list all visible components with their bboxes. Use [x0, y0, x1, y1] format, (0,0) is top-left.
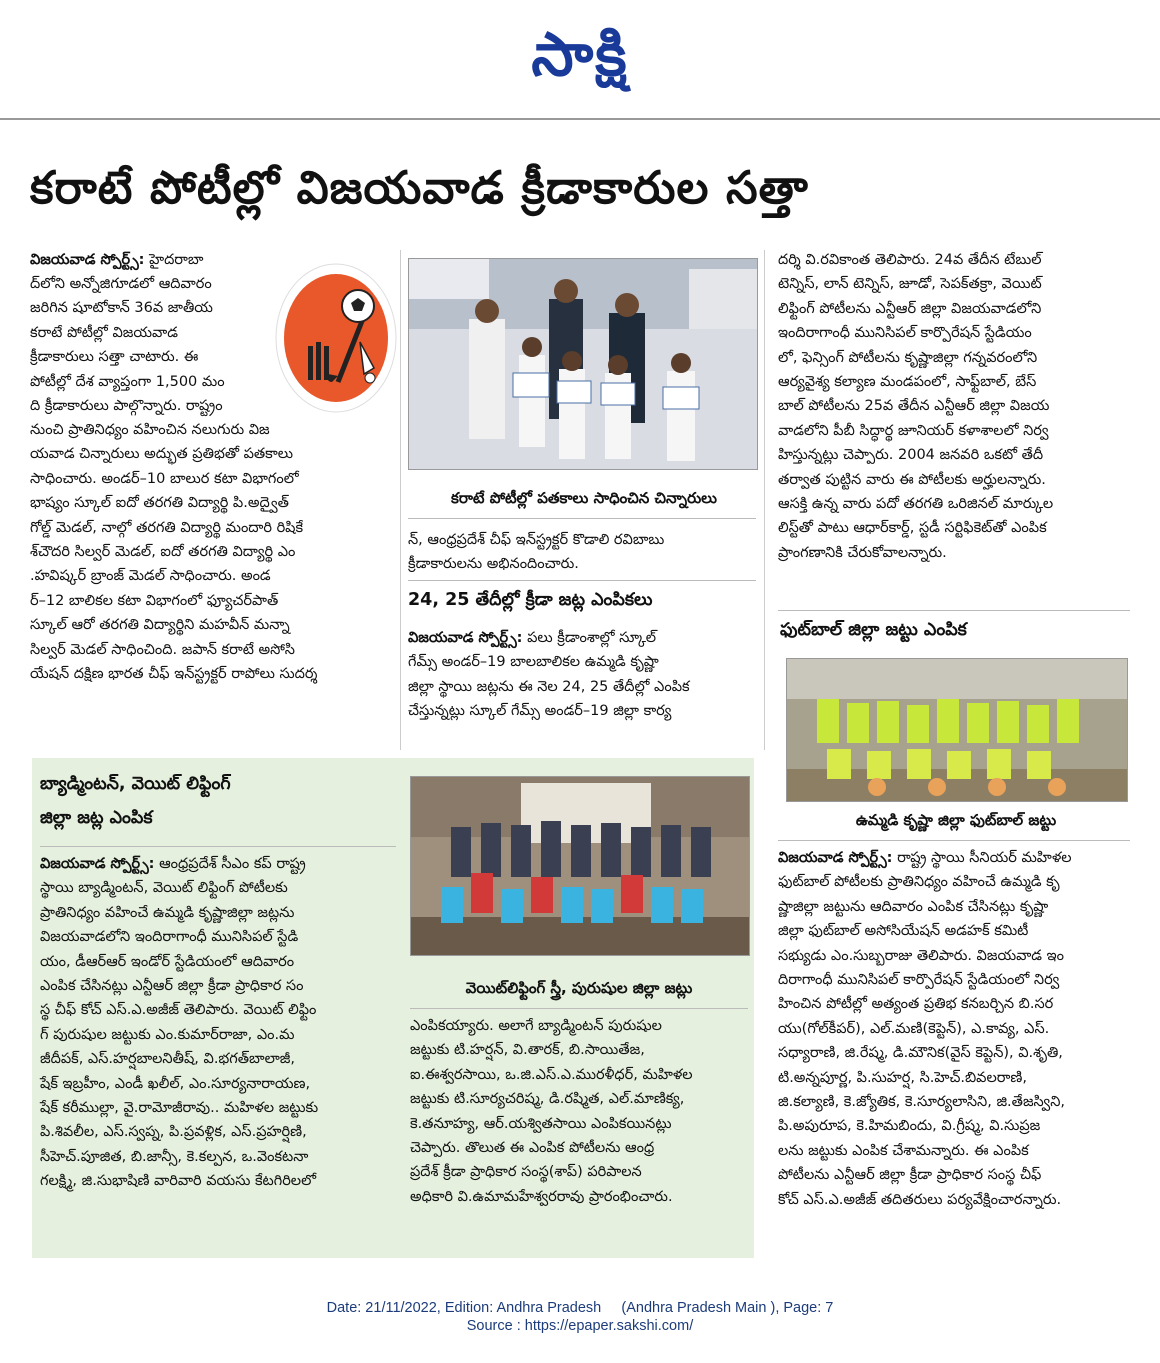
article3-line: విజయవాడలోని ఇందిరాగాంధీ మునిసిపల్ స్టేడి	[40, 929, 299, 946]
article1-dateline: విజయవాడ స్పోర్ట్స్:	[30, 252, 145, 268]
article4-dateline: విజయవాడ స్పోర్ట్స్:	[778, 850, 893, 866]
article2-continued-line: ఆసక్తి ఉన్న వారు పదో తరగతి ఒరిజినల్ మార్కుల	[778, 496, 1054, 513]
article1-line: సాధించారు. అండర్–10 బాలుర కటా విభాగంలో	[30, 470, 299, 487]
caption-divider	[408, 518, 756, 519]
article2-continued-line: లిస్ట్‌తో పాటు ఆధార్‌కార్డ్, స్టడీ సర్టిఫికెట్‌తో ఎంపిక	[778, 520, 1047, 537]
article2-continued-line: లో, ఫెన్సింగ్ పోటీలను కృష్ణాజిల్లా గన్నవరంలోని	[778, 349, 1038, 366]
article1-line: శ్‌చౌదరి సిల్వర్ మెడల్, ఐదో తరగతి విద్యార్థి ఎం	[30, 544, 296, 561]
article3-continued-line: అధికారి వి.ఉమామహేశ్వరరావు ప్రారంభించారు.	[410, 1188, 673, 1205]
article1-line: భాష్యం స్కూల్ ఐదో తరగతి విద్యార్థి పి.అద్వైత్	[30, 495, 289, 512]
article1-line: నుంచి ప్రాతినిధ్యం వహించిన నలుగురు విజ	[30, 422, 270, 438]
article3-line: యం, డీఆర్ఆర్ ఇండోర్ స్టేడియంలో ఆదివారం	[40, 953, 295, 970]
article4-line: సభ్యుడు ఎం.సుబ్బరాజు తెలిపారు. విజయవాడ ఇం	[778, 947, 1064, 964]
article4-line: టి.అన్నపూర్ణ, పి.సుహర్ష, సి.హెచ్.బివలరాణి,	[778, 1069, 1027, 1086]
article1-line: పోటీల్లో దేశ వ్యాప్తంగా 1,500 మం	[30, 373, 225, 390]
column-divider	[400, 250, 401, 750]
article1-continued-line: న్, ఆంధ్రప్రదేశ్ చీఫ్ ఇన్‌స్ట్రక్టర్ కొడాలి రవిబాబు	[408, 532, 665, 548]
article3-continued-line: ఎంపికయ్యారు. అలాగే బ్యాడ్మింటన్ పురుషుల	[410, 1018, 662, 1034]
article2-line: గేమ్స్ అండర్–19 బాలబాలికల ఉమ్మడి కృష్ణా	[408, 654, 659, 671]
article3-dateline: విజయవాడ స్పోర్ట్స్:	[40, 856, 155, 872]
article1-line: స్కూల్ ఆరో తరగతి విద్యార్థిని మహవీన్ మన్నా	[30, 617, 290, 634]
article3-continued-line: చెప్పారు. తొలుత ఈ ఎంపిక పోటీలను ఆంధ్ర	[410, 1140, 655, 1157]
article2-line: జిల్లా స్థాయి జట్లను ఈ నెల 24, 25 తేదీల్లో ఎంపిక	[408, 678, 690, 695]
article4-line: జిల్లా ఫుట్‌బాల్ అసోసియేషన్ అడహక్ కమిటీ	[778, 923, 1029, 940]
football-photo	[786, 658, 1128, 802]
article1-continued	[408, 528, 756, 577]
article2-continued-line: బాల్ పోటీలను 25వ తేదీన ఎన్టీఆర్ జిల్లా విజయ	[778, 398, 1050, 415]
article1-body-narrow	[30, 272, 262, 418]
article3-continued-line: ఐ.ఈశ్వరసాయి, ఒ.జి.ఎస్.ఎ.మురళీధర్, మహిళల	[410, 1066, 693, 1083]
caption-divider	[778, 840, 1130, 841]
article2-line: పలు క్రీడాంశాల్లో స్కూల్	[527, 630, 657, 646]
sports-emblem-icon	[272, 258, 400, 418]
article3-continued-line: జట్టుకు టి.హర్షన్, వి.తారక్, బి.సాయితేజ,	[410, 1042, 645, 1059]
article1-line: ది క్రీడాకారులు పాల్గొన్నారు. రాష్ట్రం	[30, 398, 223, 415]
article3-line: షేక్ ఇబ్రహీం, ఎండీ ఖలీల్, ఎం.సూర్యనారాయణ,	[40, 1075, 311, 1092]
article3-continued-line: ప్రదేశ్ క్రీడా ప్రాధికార సంస్థ(శాప్) పరిపాలన	[410, 1164, 642, 1181]
article2-body	[408, 626, 756, 724]
subhead-divider	[40, 846, 396, 847]
article3-line: స్థాయి బ్యాడ్మింటన్, వెయిట్ లిఫ్టింగ్ పోటీలకు	[40, 880, 288, 897]
weightlifting-photo-image	[411, 777, 749, 955]
article4-line: జి.కల్యాణి, కె.జ్యోతిక, కె.సూర్యలాసిని, జి.తేజస్విని,	[778, 1094, 1065, 1111]
footer-date-line: Date: 21/11/2022, Edition: Andhra Pradesh (Andhra Pradesh Main ), Page: 7	[326, 1300, 834, 1316]
article2-continued	[778, 248, 1130, 565]
article3-line: ఆంధ్రప్రదేశ్ సీఎం కప్ రాష్ట్ర	[159, 856, 306, 872]
article3-line: సీహెచ్.పూజిత, బి.జాన్సీ, కె.కల్పన, ఒ.వెంకటనా	[40, 1148, 309, 1165]
article1-line: ద్‌లోని అన్నోజిగూడలో ఆదివారం	[30, 276, 212, 292]
article2-continued-line: దర్శి వి.రవికాంత తెలిపారు. 24వ తేదీన టేబుల్	[778, 252, 1042, 268]
column-divider	[764, 250, 765, 750]
article3-line: జీదీపక్, ఎస్.హర్షబాలనితీష్, వి.భగత్‌బాలాజీ,	[40, 1051, 295, 1068]
article2-subhead: 24, 25 తేదీల్లో క్రీడా జట్ల ఎంపికలు	[408, 590, 653, 610]
footer-source-line: Source : https://epaper.sakshi.com/	[466, 1318, 694, 1334]
page-footer	[0, 1300, 1160, 1334]
article2-continued-line: ప్రాంగణానికి చేరుకోవాలన్నారు.	[778, 544, 947, 561]
article4-line: కోచ్ ఎస్.ఎ.అజీజ్ తదితరులు పర్యవేక్షించారన్నారు.	[778, 1191, 1062, 1208]
karate-photo-caption: కరాటే పోటీల్లో పతకాలు సాధించిన చిన్నారులు	[451, 489, 717, 507]
article1-body-wide	[30, 418, 388, 686]
article3-line: గ్ పురుషుల జట్టుకు ఎం.కుమార్‌రాజా, ఎం.మ	[40, 1026, 295, 1043]
article1-lead	[30, 248, 298, 272]
article4-line: పోటీలను ఎన్టీఆర్ జిల్లా క్రీడా ప్రాధికార సంస్థ చీఫ్	[778, 1167, 1042, 1184]
article2-continued-line: ఆర్యవైశ్య కల్యాణ మండపంలో, సాఫ్ట్‌బాల్, బేస్	[778, 374, 1037, 391]
article3-continued-line: కె.తనూహ్య, ఆర్.యశ్వితసాయి ఎంపికయినట్లు	[410, 1115, 672, 1132]
weightlifting-photo-caption: వెయిట్‌లిఫ్టింగ్ స్త్రీ, పురుషుల జిల్లా జట్లు	[465, 979, 693, 997]
article3-line: స్థ చీఫ్ కోచ్ ఎస్.ఎ.అజీజ్ తెలిపారు. వెయిట్ లిఫ్టిం	[40, 1002, 317, 1019]
article3-line: షేక్ కరీముల్లా, వై.రామోజీరావు.. మహిళల జట్టుకు	[40, 1100, 319, 1117]
article1-first-words: హైదరాబా	[149, 252, 204, 268]
article3-line: గలక్ష్మి, జి.సుభాషిణి వారివారి వయసు కేటగిరిలలో	[40, 1173, 317, 1190]
article1-line: సిల్వర్ మెడల్ సాధించింది. జపాన్ కరాటే అసోసి	[30, 641, 295, 658]
karate-photo	[408, 258, 758, 470]
masthead-divider	[0, 118, 1160, 120]
section-divider	[408, 580, 756, 581]
article1-line: జరిగిన షూటోకాన్ 36వ జాతీయ	[30, 300, 213, 317]
football-photo-caption: ఉమ్మడి కృష్ణా జిల్లా ఫుట్‌బాల్ జట్టు	[855, 811, 1057, 829]
article4-line: లను జట్టుకు ఎంపిక చేశామన్నారు. ఈ ఎంపిక	[778, 1142, 1029, 1159]
article3-subhead	[40, 770, 400, 832]
article4-body	[778, 846, 1130, 1212]
article4-line: సధ్యారాణి, జి.రేష్మ, డి.మౌనిక(వైస్ కెప్టెన్), వి.శృతి,	[778, 1045, 1063, 1062]
article4-line: యు(గోల్‌కీపర్), ఎల్.మణి(కెప్టెన్), ఎ.కావ్య, ఎస్.	[778, 1020, 1050, 1037]
masthead	[0, 0, 1160, 110]
section-divider	[778, 610, 1130, 611]
article3-continued	[410, 1014, 748, 1209]
article3-subhead-line: బ్యాడ్మింటన్, వెయిట్ లిఫ్టింగ్	[40, 774, 231, 794]
karate-photo-image	[409, 259, 757, 469]
article1-line: కరాటే పోటీల్లో విజయవాడ	[30, 324, 178, 341]
article4-line: ఫుట్‌బాల్ పోటీలకు ప్రాతినిధ్యం వహించే ఉమ్మడి కృ	[778, 874, 1060, 891]
article1-line: గోల్డ్ మెడల్, నాల్గో తరగతి విద్యార్థి మందారి రిషికే	[30, 519, 304, 536]
article3-continued-line: జట్టుకు టి.సూర్యచరిష్మ, డి.రష్మిత, ఎల్.మాణిక్య,	[410, 1091, 685, 1108]
article4-subhead: ఫుట్‌బాల్ జిల్లా జట్టు ఎంపిక	[780, 620, 967, 640]
caption-divider	[410, 1008, 748, 1009]
article4-line: హించిన పోటీల్లో అత్యంత ప్రతిభ కనబర్చిన బి.సర	[778, 996, 1054, 1013]
article4-line: దిరాగాంధీ మునిసిపల్ కార్పొరేషన్ స్టేడియంలో నిర్వ	[778, 972, 1060, 989]
article2-continued-line: తర్వాత పుట్టిన వారు ఈ పోటీలకు అర్హులన్నారు.	[778, 471, 1046, 488]
article3-line: ప్రాతినిధ్యం వహించే ఉమ్మడి కృష్ణాజిల్లా జట్లను	[40, 904, 295, 921]
article1-continued-line: క్రీడాకారులను అభినందించారు.	[408, 556, 579, 573]
article2-line: చేస్తున్నట్లు స్కూల్ గేమ్స్ అండర్–19 జిల్లా కార్య	[408, 703, 672, 720]
article1-line: యేషన్ దక్షిణ భారత చీఫ్ ఇన్‌స్ట్రక్టర్ రాపోలు సుదర్శ	[30, 666, 318, 683]
article4-line: ష్ణాజిల్లా జట్టును ఆదివారం ఎంపిక చేసినట్లు కృష్ణా	[778, 898, 1049, 915]
article3-line: పి.శివలీల, ఎస్.స్వప్న, పి.ప్రవళ్లిక, ఎస్.ప్రహర్షిణి,	[40, 1124, 307, 1141]
article4-line: పి.అపురూప, కె.హిమబిందు, వి.గ్రీష్మ, వి.సుప్రజ	[778, 1118, 1041, 1135]
article1-line: .హవిష్కర్ బ్రాంజ్ మెడల్ సాధించారు. అండ	[30, 568, 271, 585]
article3-line: ఎంపిక చేసినట్లు ఎన్టీఆర్ జిల్లా క్రీడా ప్రాధికార సం	[40, 978, 304, 995]
article3-subhead-line: జిల్లా జట్ల ఎంపిక	[40, 808, 153, 828]
article1-line: ర్–12 బాలికల కటా విభాగంలో ఫ్యూచర్‌పాత్	[30, 592, 279, 609]
sakshi-logo: సాక్షి	[531, 20, 629, 90]
football-photo-image	[787, 659, 1127, 801]
sports-emblem	[272, 258, 400, 418]
article2-continued-line: వాడలోని పీబీ సిద్ధార్థ జూనియర్ కళాశాలలో నిర్వ	[778, 422, 1049, 439]
article2-continued-line: లిఫ్టింగ్ పోటీలను ఎన్టీఆర్ జిల్లా విజయవాడలోని	[778, 300, 1042, 317]
article2-continued-line: హిస్తున్నట్లు చెప్పారు. 2004 జనవరి ఒకటో తేదీ	[778, 447, 1044, 464]
article1-line: యవాడ చిన్నారులు అద్భుత ప్రతిభతో పతకాలు	[30, 446, 294, 463]
article1-line: క్రీడాకారులు సత్తా చాటారు. ఈ	[30, 349, 199, 366]
article2-continued-line: ఇందిరాగాంధీ మునిసిపల్ కార్పొరేషన్ స్టేడియం	[778, 325, 1032, 342]
weightlifting-photo	[410, 776, 750, 956]
page-headline: కరాటే పోటీల్లో విజయవాడ క్రీడాకారుల సత్తా	[30, 161, 809, 214]
article2-continued-line: టెన్నిస్, లాన్ టెన్నిస్, జూడో, సెపక్‌తక్రా, వెయిట్	[778, 276, 1042, 293]
article4-line: రాష్ట్ర స్థాయి సీనియర్ మహిళల	[897, 850, 1072, 866]
article2-dateline: విజయవాడ స్పోర్ట్స్:	[408, 630, 523, 646]
article3-body	[40, 852, 396, 1194]
